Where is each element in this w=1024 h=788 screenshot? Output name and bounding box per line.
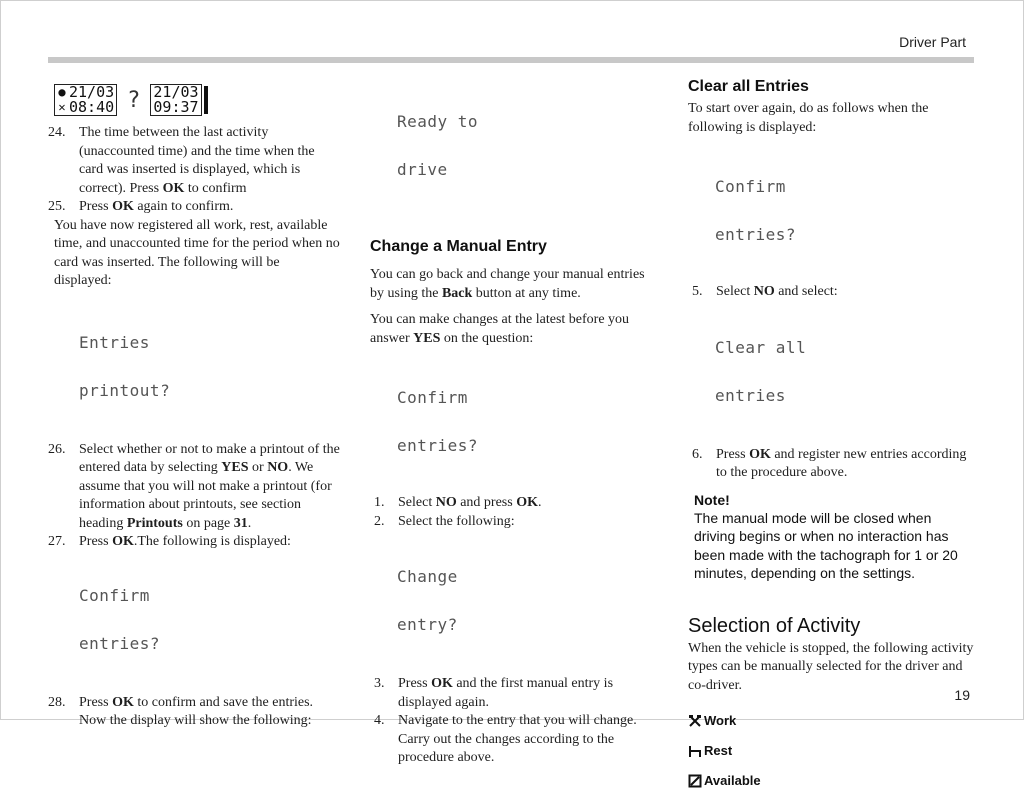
step-27: 27. Press OK.The following is displayed: (48, 534, 291, 549)
cursor-icon (204, 86, 208, 114)
page-number: 19 (954, 687, 970, 703)
note-body: The manual mode will be closed when driving begins or when no interaction has been made with the tachograph for 1 or 20 minutes, depending on the settings. (694, 509, 958, 581)
step-25: 25. Press OK again to confirm. (48, 199, 234, 214)
heading-selection-of-activity: Selection of Activity (688, 614, 861, 637)
activity-available: Available (688, 773, 974, 788)
left-date: 21/03 (69, 83, 115, 101)
lcd-confirm-entries-3: Confirm entries? (715, 177, 797, 244)
change-paragraph-1: You can go back and change your manual entries by using the Back button at any time. (370, 267, 645, 301)
heading-change-manual-entry: Change a Manual Entry (370, 238, 547, 255)
left-time: 08:40 (69, 98, 115, 116)
clear-step-6-list (692, 446, 974, 483)
lcd-confirm-entries: Confirm entries? (79, 585, 161, 653)
activity-rest: Rest (688, 743, 974, 758)
right-time: 09:37 (153, 98, 199, 116)
separator-question: ? (127, 87, 141, 113)
change-step-3: 3. Press OK and the first manual entry is displayed again. (374, 676, 614, 710)
activity-work: Work (688, 713, 974, 728)
activity-paragraph: When the vehicle is stopped, the following activity types can be manually selected for the driver and co-driver. (688, 640, 974, 693)
cross-icon: ✕ (58, 100, 66, 114)
clear-step-5-list (692, 283, 974, 302)
section-label: Driver Part (899, 34, 966, 50)
note-title: Note! (694, 491, 730, 508)
change-paragraph-2: You can make changes at the latest before you answer YES on the question: (370, 312, 630, 346)
step-28: 28. Press OK to confirm and save the entries. Now the display will show the following: (48, 694, 314, 728)
step-24: 24. The time between the last activity (unaccounted time) and the time when the card was inserted is displayed, which is correct). Press OK to confirm (48, 125, 315, 196)
change-step-1: 1. Select NO and press OK. (374, 495, 542, 510)
steps-28 (48, 694, 340, 731)
lcd-change-entry: Change entry? (397, 567, 458, 634)
clear-step-6: 6. Press OK and register new entries according to the procedure above. (692, 446, 967, 480)
column-1 (48, 72, 340, 731)
lcd-clear-all-entries: Clear all entries (715, 337, 807, 405)
bed-icon (688, 744, 702, 758)
change-step-4: 4. Navigate to the entry that you will change. Carry out the changes according to the procedure above. (374, 713, 637, 765)
card-display (54, 84, 208, 116)
header-rule (48, 57, 974, 63)
column-2 (370, 72, 658, 768)
lcd-ready-to-drive: Ready to drive (397, 112, 479, 179)
note-block (694, 491, 974, 583)
clear-paragraph: To start over again, do as follows when the following is displayed: (688, 101, 929, 135)
work-icon (688, 714, 702, 728)
steps-26-27 (48, 441, 340, 552)
card-display-right (150, 84, 201, 116)
clear-step-5: 5. Select NO and select: (692, 284, 838, 299)
lcd-confirm-entries-2: Confirm entries? (397, 388, 479, 455)
registered-paragraph: You have now registered all work, rest, available time, and unaccounted time for the period when no card was inserted. The following will be displayed: (54, 217, 340, 288)
change-steps-1-2 (374, 494, 658, 531)
change-step-2: 2. Select the following: (374, 513, 515, 529)
change-steps-3-4 (374, 675, 658, 768)
heading-clear-all-entries: Clear all Entries (688, 78, 809, 95)
step-26: 26. Select whether or not to make a printout of the entered data by selecting YES or NO. We assume that you will not make a printout (for information about printouts, see section heading Printouts on page 31. (48, 441, 340, 531)
column-3 (688, 72, 974, 788)
lcd-entries-printout: Entries printout? (79, 332, 171, 400)
card-display-left (54, 84, 117, 116)
available-icon (688, 774, 702, 788)
right-date: 21/03 (153, 83, 199, 101)
record-icon: ● (58, 85, 66, 99)
steps-24-25 (48, 124, 340, 217)
